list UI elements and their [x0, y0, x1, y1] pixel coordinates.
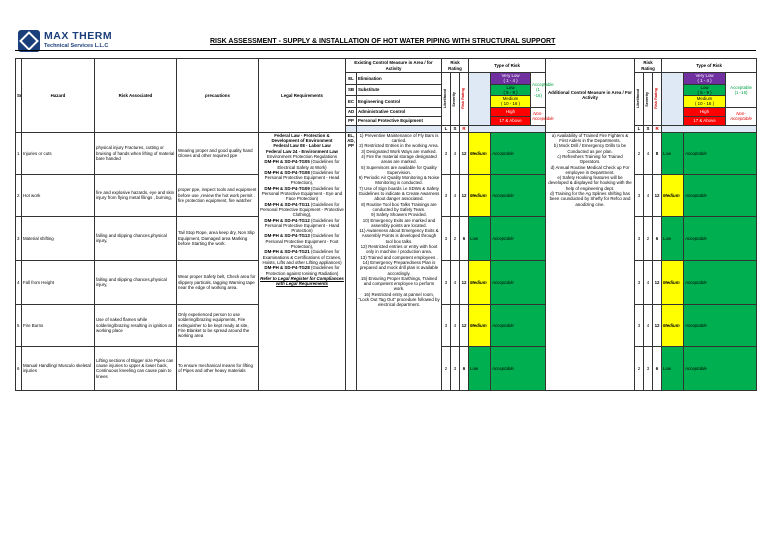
row-risk-rating: 6	[460, 216, 469, 260]
legend-non-acceptable: Non-Acceptable	[531, 107, 546, 125]
label-engineering: Engineering Control	[357, 96, 442, 108]
header-r: R	[460, 125, 469, 132]
row-risk-rating-2: 8	[653, 132, 662, 174]
row-severity: 3	[451, 346, 460, 390]
row-risk: Use of naked flames while soldering/brazing resulting in ignition at working place	[95, 304, 177, 346]
row-risk: falling and slipping chances,physical injury,	[95, 260, 177, 304]
legal-line: DM-PH & SD-P4-TG05 (Guidelines for Electrical Safety at Work)	[264, 159, 340, 170]
row-risk: fire and explosive hazards, eye and skin injury from flying metal filings , burning,	[95, 174, 177, 216]
row-severity-2: 4	[644, 174, 653, 216]
row-likelihood-2: 3	[635, 260, 644, 304]
additional-controls	[546, 132, 635, 390]
header-type-of-risk: Type of Risk	[469, 59, 546, 73]
row-hazard: Manual Handling/ Musculo skeletal injuries	[22, 346, 95, 390]
row-severity-2: 3	[644, 346, 653, 390]
row-likelihood-2: 3	[635, 174, 644, 216]
row-type: Acceptable	[491, 304, 546, 346]
existing-control-item: 11) Awareness about Emergency Exits & Assembly Points is developed through tool box talks.	[359, 228, 439, 244]
existing-control-item: 14) Emergency Preparedness Plan is prepared and mock drill plan is available accordingly.	[359, 259, 439, 276]
logo-diamond-icon	[18, 30, 40, 52]
control-codes: EL, AD, PP	[346, 132, 357, 390]
row-type: Acceptable	[491, 174, 546, 216]
legend-medium-2: Medium ( 10 - 16 )	[684, 96, 726, 108]
header-hazard: Hazard	[22, 59, 95, 133]
legend-non-acceptable-2: Non-Acceptable	[726, 107, 757, 125]
existing-control-item: 6) Periodic Air Quality Monitoring & Noise Monitoring is conducted.	[358, 175, 440, 186]
header-r-2: R	[653, 125, 662, 132]
row-level: Medium	[469, 260, 491, 304]
row-risk-rating: 6	[460, 346, 469, 390]
row-type: Acceptable	[491, 260, 546, 304]
header-sr: Sr	[16, 59, 22, 133]
row-level: Low	[469, 216, 491, 260]
existing-control-item: 1) Preventive Maintenance of Fly Bars is carried.	[359, 132, 439, 144]
existing-control-item: 15) Ensuring Proper Earthings, Trained and competent employee to perform work.	[360, 275, 438, 292]
row-likelihood-2: 3	[635, 216, 644, 260]
header-precautions: precautions	[177, 59, 259, 133]
row-precautions: Wear proper Safety belt, Check area for slippery particals, tagging Warning tape near the edge of working area.	[177, 260, 259, 304]
row-severity-2: 4	[644, 132, 653, 174]
row-level-2: Low	[662, 346, 684, 390]
existing-control-item: 10) Emergency Exits are marked and assembly points are located.	[362, 217, 436, 228]
legend-low-2: Low ( 5 - 9 )	[684, 84, 726, 96]
row-severity-2: 2	[644, 216, 653, 260]
code-pp: PP	[346, 116, 357, 125]
row-sr: 1	[16, 132, 22, 174]
row-risk-rating-2: 12	[653, 260, 662, 304]
row-level-2: Low	[662, 216, 684, 260]
row-sr: 3	[16, 216, 22, 260]
additional-control-item: a) Availability of Trained Fire Fighters & First Aiders in the Departments.	[551, 132, 629, 144]
row-severity: 4	[451, 132, 460, 174]
legal-line: DM-PH & SD-P4-TG28 (Guidelines for Protection against Ionising Radiation)	[264, 265, 340, 276]
row-type-2: Acceptable	[684, 260, 757, 304]
legend-high-range: 17 & Above	[491, 116, 531, 125]
existing-control-item: 12) Restricted entries or entry with hoot only in machine / production area.	[360, 244, 438, 255]
row-risk: physical injury Fractures, cutting or bruising of hands when lifting of material bare handed	[95, 132, 177, 174]
code-blank	[346, 125, 357, 132]
row-risk-rating-2: 6	[653, 346, 662, 390]
row-precautions: Wearing proper and good quality hand Gloves and other required ppe	[177, 132, 259, 174]
header-risk-rating-2: Risk Rating	[635, 59, 662, 73]
label-elimination: Elimination	[357, 73, 442, 85]
code-ad: AD	[346, 107, 357, 116]
row-sr: 6	[16, 346, 22, 390]
header-risk-rating: Risk Rating	[442, 59, 469, 73]
row-level: Medium	[469, 174, 491, 216]
legal-line: Refer to Legal Register for Compliances with Legal Requirements	[260, 275, 344, 287]
row-severity-2: 4	[644, 260, 653, 304]
legal-line: Federal Law 24 - Environment Law	[266, 148, 338, 154]
row-precautions: Only experienced person to use soldering/brazing equipments, Fire extinguisher to be kept ready at site, Fire Blanket to be spread around the working area	[177, 304, 259, 346]
legal-line: Federal Law 08 - Labor Law	[273, 143, 331, 149]
existing-control-item: 9) Safety Showers Provided.	[371, 212, 427, 218]
legend-low: Low ( 5 - 9 )	[491, 84, 531, 96]
row-type: Acceptable	[491, 132, 546, 174]
row-level-2: Medium	[662, 304, 684, 346]
row-risk: Lifting sections of Bigger size Pipes can cause injuries to upper & lower back, Continuous kneeling can cause pain to knees	[95, 346, 177, 390]
code-sb: SB	[346, 84, 357, 96]
legend-high-2: High	[684, 107, 726, 116]
legend-medium: Medium ( 10 - 16 )	[491, 96, 531, 108]
row-likelihood: 3	[442, 304, 451, 346]
row-type-2: Acceptable	[684, 346, 757, 390]
risk-table	[15, 58, 757, 391]
legend-spacer	[469, 73, 491, 126]
label-ppe: Personal Protective Equipment	[357, 116, 442, 125]
legal-line: DM-PH & SD-P4-TG12 (Guidelines for Personal Protective Equipment - Hand Protection)	[264, 217, 340, 234]
additional-control-item: b) Mock Drill / Emergency Drills to be Conducted as per plan.	[553, 143, 627, 154]
row-precautions: Tail Stop Rope, area keep dry, Non Slip Equipment, Damaged area Marking before Starting the work.	[177, 216, 259, 260]
row-type-2: Acceptable	[684, 216, 757, 260]
legend-very-low: Very Low ( 1 - 4 )	[491, 73, 531, 85]
row-risk-rating: 12	[460, 260, 469, 304]
legend-very-low-2: Very Low ( 1 - 4 )	[684, 73, 726, 85]
row-risk-rating-2: 12	[653, 304, 662, 346]
row-severity: 4	[451, 304, 460, 346]
company-name: MAX THERM	[44, 30, 113, 42]
legal-line: DM-PH & SD-P4-TG09 (Guidelines for Personal Protective Equipment - Eye and Face Protection)	[261, 185, 343, 202]
row-risk-rating: 12	[460, 304, 469, 346]
existing-control-item: 2) Restricted Entries in the working Area.	[359, 143, 439, 149]
existing-control-item: 3) Designated Work Ways are marked.	[361, 148, 437, 154]
legal-requirements	[259, 132, 346, 390]
legend-acceptable: Acceptable (1 -16)	[531, 73, 546, 108]
row-likelihood-2: 2	[635, 132, 644, 174]
label-substitute: Substitute	[357, 84, 442, 96]
header-risk: Risk Associated	[95, 59, 177, 133]
row-precautions: proper ppe, inspect tools and equipment before use ,review the hot work permit . fire protection equipment, fire watcher	[177, 174, 259, 216]
row-sr: 2	[16, 174, 22, 216]
row-sr: 5	[16, 304, 22, 346]
row-risk-rating-2: 6	[653, 216, 662, 260]
risk-rating-vert: Risk Rating	[460, 73, 469, 126]
header-l: L	[442, 125, 451, 132]
label-administrative: Administrative Control	[357, 107, 442, 116]
existing-control-item: 5) Supervisors are available for Quality Supervision.	[361, 164, 437, 175]
label-blank	[357, 125, 442, 132]
legend-high-range-2: 17 & Above	[684, 116, 726, 125]
header-s-2: S	[644, 125, 653, 132]
severity-header: Severity	[451, 73, 460, 126]
additional-control-item: c) Refreshers Training for Trained Operators.	[557, 153, 623, 165]
row-hazard: Material shifting	[22, 216, 95, 260]
company-subtitle: Technical Services L.L.C	[44, 43, 109, 49]
existing-control-item: 8) Routine Tool box Talks Trainings are conducted by Safety Team.	[361, 201, 437, 212]
page-title: RISK ASSESSMENT - SUPPLY & INSTALLATION OF HOT WATER PIPING WITH STRUCTURAL SUPPORT	[210, 38, 556, 45]
header-s: S	[451, 125, 460, 132]
row-risk: falling and slipping chances,physical injury,	[95, 216, 177, 260]
existing-control-item: 16) Restricted entry at pannel room, "Lock Out Tag Out" procedure followed by electrical department.	[358, 291, 440, 308]
row-type: Acceptable	[491, 216, 546, 260]
existing-control-item: 7) Use of Sign boards i.e SDWs & Safety Guidelines to indicate & Create Awarness about danger associated.	[358, 185, 440, 202]
legal-line: DM-PH & SD-P4-TG13 (Guidelines for Personal Protective Equipment - Foot Protection),	[264, 233, 340, 250]
row-likelihood: 3	[442, 174, 451, 216]
additional-control-item: e) Safety Hooking features will be developed & displayed for hooking with the help of engineering dept.	[548, 175, 632, 191]
header-existing: Existing Control Measure in Area / for Activity	[346, 59, 442, 73]
existing-control-item: 4) Fire the material storage designated areas are marked.	[361, 153, 437, 165]
code-ec: EC	[346, 96, 357, 108]
row-level: Medium	[469, 304, 491, 346]
row-severity-2: 4	[644, 304, 653, 346]
row-likelihood: 3	[442, 132, 451, 174]
legend-acceptable-2: Acceptable (1 -16)	[726, 73, 757, 108]
legal-line: DM-PH & SD-P4-TG08 (Guidelines for Personal Protective Equipment - Head Protection),	[264, 169, 340, 186]
header-type-of-risk-2: Type of Risk	[662, 59, 757, 73]
row-likelihood-2: 2	[635, 346, 644, 390]
row-severity: 4	[451, 174, 460, 216]
row-precautions: To ensure mechanical means for lifting of Pipes and other heavy materials	[177, 346, 259, 390]
likelihood-header: Likelihood	[442, 73, 451, 126]
row-type-2: Acceptable	[684, 132, 757, 174]
row-hazard: Injuries or cuts	[22, 132, 95, 174]
legal-line: DM-PH & SD-P4-TG11 (Guidelines for Personal Protective Equipment - Protective Clothing),	[260, 201, 344, 218]
row-severity: 4	[451, 260, 460, 304]
row-risk-rating: 12	[460, 174, 469, 216]
additional-control-item: d) Annual Routine Medical Check up For employee in Department.	[550, 164, 630, 175]
row-level: Low	[469, 346, 491, 390]
row-type-2: Acceptable	[684, 304, 757, 346]
row-hazard: Fall from Height	[22, 260, 95, 304]
existing-control-item: 13) Trained and competent employees .	[360, 254, 438, 260]
header-additional: Additional Control Measure in Area / For Activity	[546, 59, 635, 133]
row-likelihood: 3	[442, 216, 451, 260]
table-row	[16, 132, 757, 174]
code-el: EL	[346, 73, 357, 85]
risk-rating-vert-2: Risk Rating	[653, 73, 662, 126]
likelihood-header-2: Likelihood	[635, 73, 644, 126]
row-level: Medium	[469, 132, 491, 174]
row-likelihood: 3	[442, 260, 451, 304]
row-type: Acceptable	[491, 346, 546, 390]
legal-line: Environment Protection Regulations	[266, 153, 338, 159]
row-risk-rating: 12	[460, 132, 469, 174]
row-hazard: Hot work	[22, 174, 95, 216]
header-l-2: L	[635, 125, 644, 132]
legend-spacer-2	[662, 73, 684, 126]
additional-control-item: d) Training for the Ag Splines shifting has been counducted by Shefty for Refco and anodizing cine.	[549, 191, 631, 207]
row-hazard: Fire Burns	[22, 304, 95, 346]
existing-controls	[357, 132, 442, 390]
row-sr: 4	[16, 260, 22, 304]
title-divider	[15, 50, 756, 51]
legend-high: High	[491, 107, 531, 116]
row-type-2: Acceptable	[684, 174, 757, 216]
row-severity: 2	[451, 216, 460, 260]
row-level-2: Medium	[662, 260, 684, 304]
row-level-2: Low	[662, 132, 684, 174]
header-legal: Legal Requirements	[259, 59, 346, 133]
severity-header-2: Severity	[644, 73, 653, 126]
row-level-2: Medium	[662, 174, 684, 216]
legal-line: DM-PH & SD-P4-TG21 (Guidelines for Examinations & Certifications of Cranes, Hoists, Lifts and other Lifting appliances)	[262, 249, 342, 265]
legal-line: Federal Law - Protection & Development of Environment	[271, 132, 333, 144]
row-likelihood: 2	[442, 346, 451, 390]
row-risk-rating-2: 12	[653, 174, 662, 216]
type-blank-2	[662, 125, 757, 132]
row-likelihood-2: 3	[635, 304, 644, 346]
type-blank	[469, 125, 546, 132]
